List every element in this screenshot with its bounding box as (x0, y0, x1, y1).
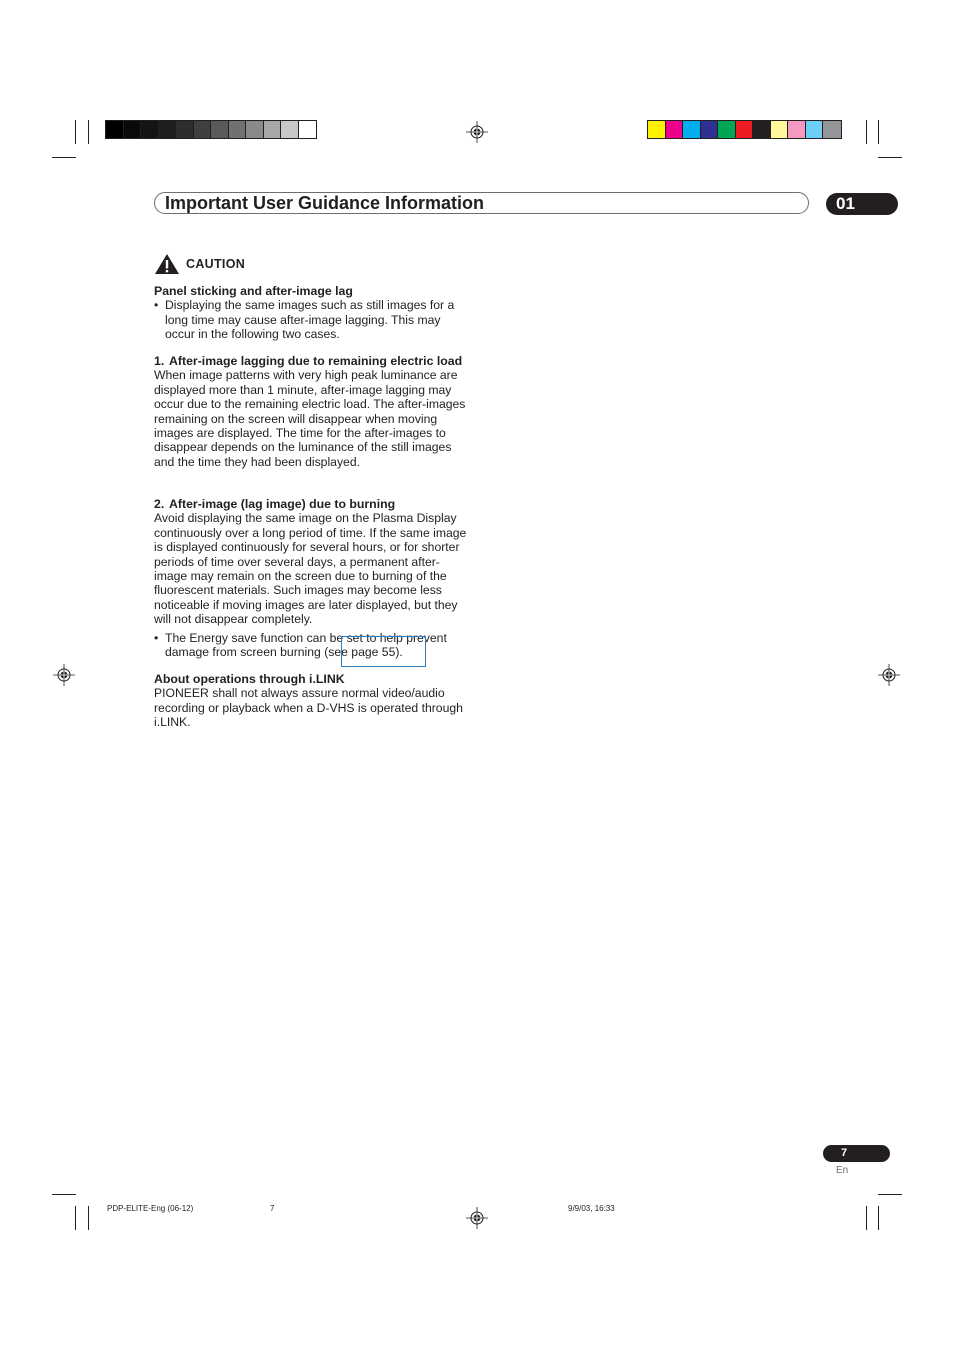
page-number-badge: 7 (823, 1145, 890, 1162)
ilink-section (154, 672, 472, 730)
bullet-icon: • (154, 630, 159, 645)
grayscale-swatch (264, 121, 282, 138)
page-title: Important User Guidance Information (165, 193, 485, 213)
color-swatch (823, 121, 841, 138)
crop-mark (88, 1206, 89, 1230)
chapter-badge: 01 (826, 193, 898, 215)
numbered-heading: 2. After-image (lag image) due to burning (154, 497, 396, 511)
grayscale-swatch (176, 121, 194, 138)
file-name: PDP-ELITE-Eng (06-12) (107, 1204, 194, 1213)
page-link-box[interactable] (341, 636, 426, 667)
grayscale-swatch (106, 121, 124, 138)
crop-mark (75, 120, 76, 144)
crop-mark (878, 120, 879, 144)
caution-heading (154, 253, 245, 275)
case-2-body: Avoid displaying the same image on the Plasma Display continuously over a long period of time. If the same image is displayed continuously for several hours, or for shorter periods of time over several days, a permanent after-image may remain on the screen due to burning of the fluorescent materials. Such images may become less noticeable if moving images are later displayed, but they will not disappear completely. (154, 511, 467, 627)
caution-label: CAUTION (186, 257, 246, 271)
language-label: En (836, 1165, 849, 1176)
grayscale-swatch (299, 121, 317, 138)
grayscale-swatch (124, 121, 142, 138)
list-item: • The Energy save function can be set to help prevent damage from screen burning (see page 55). (154, 630, 447, 660)
grayscale-calibration-bar (105, 120, 317, 139)
registration-mark-icon (466, 1207, 488, 1229)
grayscale-swatch (141, 121, 159, 138)
color-swatch (701, 121, 719, 138)
registration-mark-icon (466, 121, 488, 143)
panel-sticking-section (154, 284, 472, 342)
color-swatch (806, 121, 824, 138)
print-datetime: 9/9/03, 16:33 (568, 1204, 615, 1213)
section-heading: Panel sticking and after-image lag (154, 284, 353, 298)
color-swatch (771, 121, 789, 138)
grayscale-swatch (194, 121, 212, 138)
color-swatch (753, 121, 771, 138)
grayscale-swatch (159, 121, 177, 138)
numbered-heading: 1. After-image lagging due to remaining electric load (154, 354, 463, 368)
color-swatch (648, 121, 666, 138)
crop-mark (878, 1194, 902, 1195)
crop-mark (878, 157, 902, 158)
color-calibration-bar (647, 120, 842, 139)
color-swatch (736, 121, 754, 138)
list-item: • Displaying the same images such as still images for a long time may cause after-image lagging. This may occur in the following two cases. (154, 298, 455, 342)
bullet-icon: • (154, 298, 159, 313)
case-1-section (154, 354, 472, 469)
grayscale-swatch (229, 121, 247, 138)
section-heading: About operations through i.LINK (154, 672, 345, 686)
grayscale-swatch (246, 121, 264, 138)
crop-mark (878, 1206, 879, 1230)
grayscale-swatch (211, 121, 229, 138)
crop-mark (866, 1206, 867, 1230)
crop-mark (88, 120, 89, 144)
crop-mark (52, 157, 76, 158)
color-swatch (666, 121, 684, 138)
crop-mark (52, 1194, 76, 1195)
color-swatch (718, 121, 736, 138)
color-swatch (788, 121, 806, 138)
registration-mark-icon (878, 664, 900, 686)
crop-mark (75, 1206, 76, 1230)
crop-mark (866, 120, 867, 144)
warning-triangle-icon (154, 253, 180, 275)
print-page-number: 7 (270, 1204, 275, 1213)
grayscale-swatch (281, 121, 299, 138)
color-swatch (683, 121, 701, 138)
ilink-body: PIONEER shall not always assure normal video/audio recording or playback when a D-VHS is operated through i.LINK. (154, 686, 463, 730)
case-1-body: When image patterns with very high peak luminance are displayed more than 1 minute, after-image lagging may occur due to the remaining electric load. The after-images remaining on the screen will disappear when moving images are displayed. The time for the after-images to disappear depends on the luminance of the still images and the time they had been displayed. (154, 368, 466, 469)
registration-mark-icon (53, 664, 75, 686)
